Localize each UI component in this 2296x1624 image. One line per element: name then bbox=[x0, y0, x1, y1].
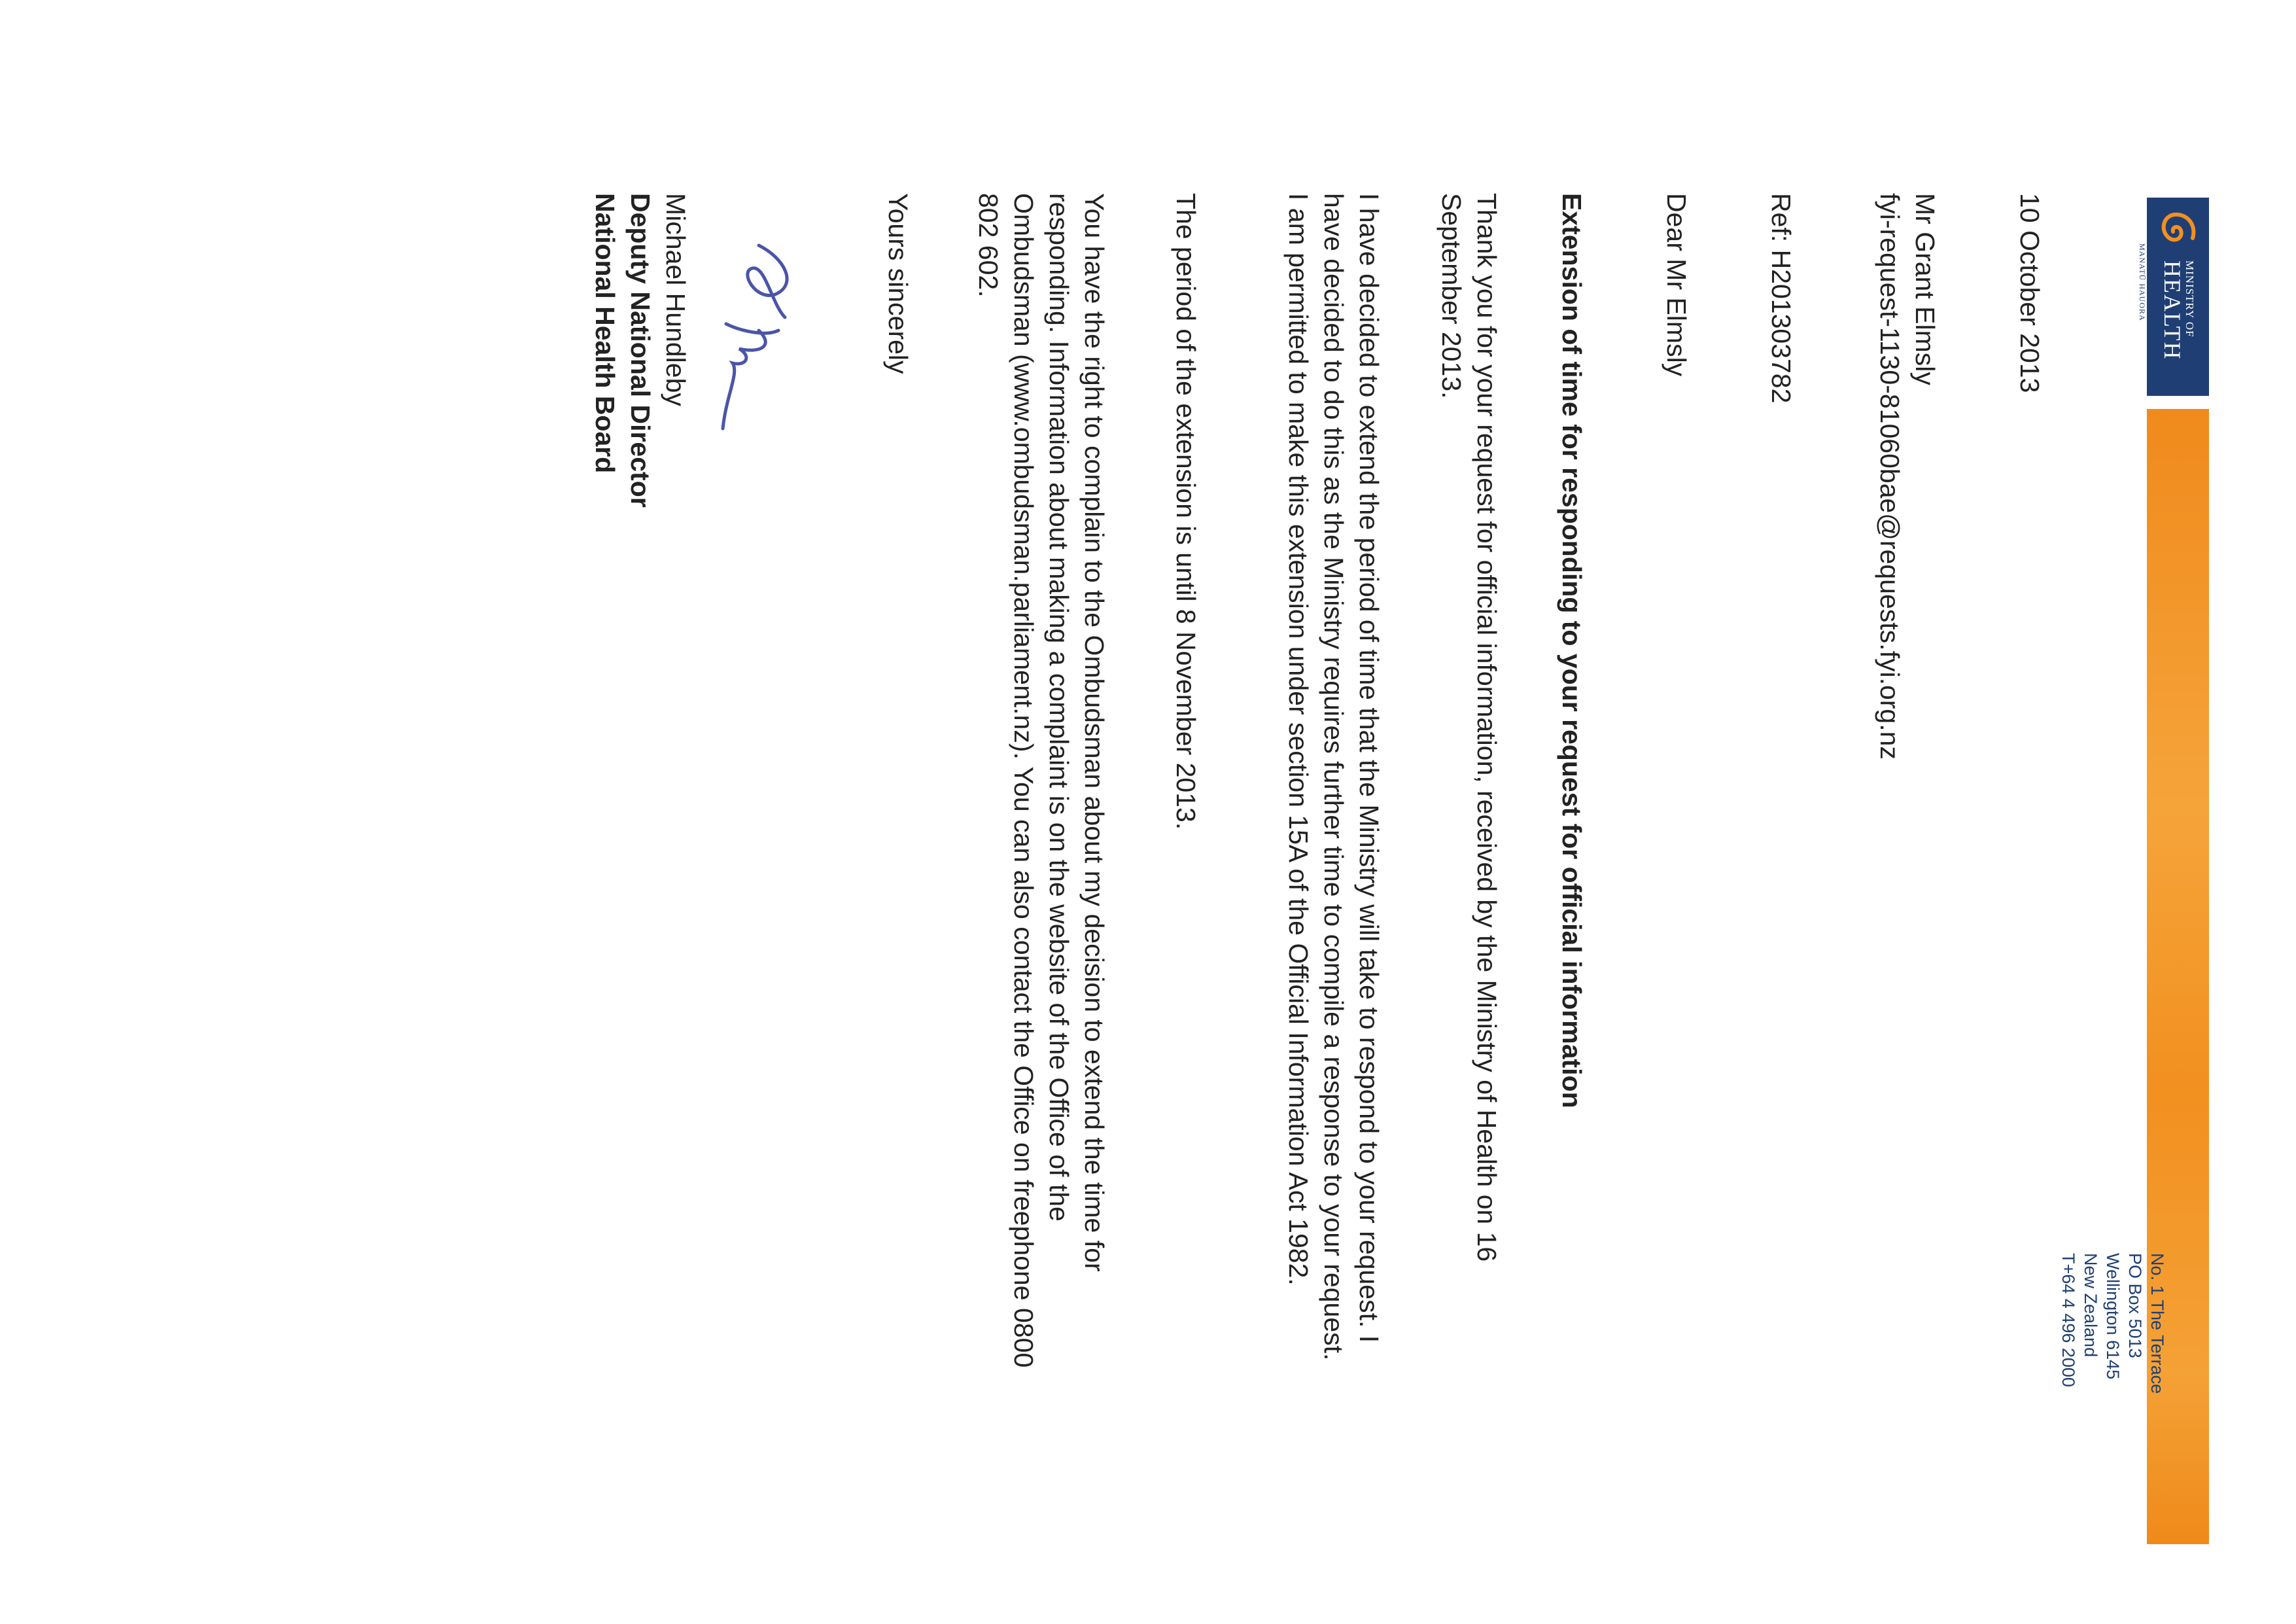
logo-main-text: HEALTH bbox=[2159, 260, 2185, 361]
reference-number: Ref: H201303782 bbox=[1766, 193, 1796, 404]
address-line: PO Box 5013 bbox=[2125, 1253, 2145, 1358]
letter-date: 10 October 2013 bbox=[2015, 193, 2045, 393]
recipient-email: fyi-request-1130-81060bae@requests.fyi.org.nz bbox=[1875, 193, 1905, 760]
recipient-block bbox=[1872, 193, 1943, 760]
address-line: No. 1 The Terrace bbox=[2148, 1253, 2167, 1394]
paragraph: I have decided to extend the period of time that the Ministry will take to respond to your request. I have decided to do this as the Ministry requires further time to compile a response to your request. I am permitted to make this extension under section 15A of the Official Information Act 1982. bbox=[1283, 193, 1384, 1361]
signatory-name: Michael Hundleby bbox=[661, 193, 691, 406]
recipient-name: Mr Grant Elmsly bbox=[1910, 193, 1940, 385]
paragraph: The period of the extension is until 8 November 2013. bbox=[1171, 193, 1201, 830]
logo-wordmark bbox=[2161, 260, 2195, 361]
ministry-logo bbox=[2147, 198, 2209, 396]
ministry-address bbox=[2057, 1253, 2168, 1394]
logo-subtitle: MANATŪ HAUORA bbox=[2138, 243, 2147, 321]
koru-swirl-icon bbox=[2155, 205, 2201, 251]
address-line: Wellington 6145 bbox=[2103, 1253, 2123, 1380]
closing: Yours sincerely bbox=[883, 193, 913, 374]
letter-subject: Extension of time for responding to your request for official information bbox=[1557, 193, 1587, 1108]
address-line: T+64 4 496 2000 bbox=[2059, 1253, 2078, 1387]
salutation: Dear Mr Elmsly bbox=[1661, 193, 1692, 377]
paragraph: Thank you for your request for official information, received by the Ministry of Health on 16 September 2013. bbox=[1436, 193, 1502, 1262]
signatory-title: Deputy National Director National Health Board bbox=[590, 193, 655, 508]
address-line: New Zealand bbox=[2081, 1253, 2100, 1358]
logo-top-text: MINISTRY OF bbox=[2183, 260, 2196, 338]
handwritten-signature bbox=[693, 232, 837, 442]
paragraph: You have the right to complain to the Ombudsman about my decision to extend the time for responding. Information about making a complaint is on the website of the Office of the Ombudsman (www.ombudsman.parliament.nz). You can also contact the Office on freephone 0800 802 602. bbox=[973, 193, 1109, 1368]
